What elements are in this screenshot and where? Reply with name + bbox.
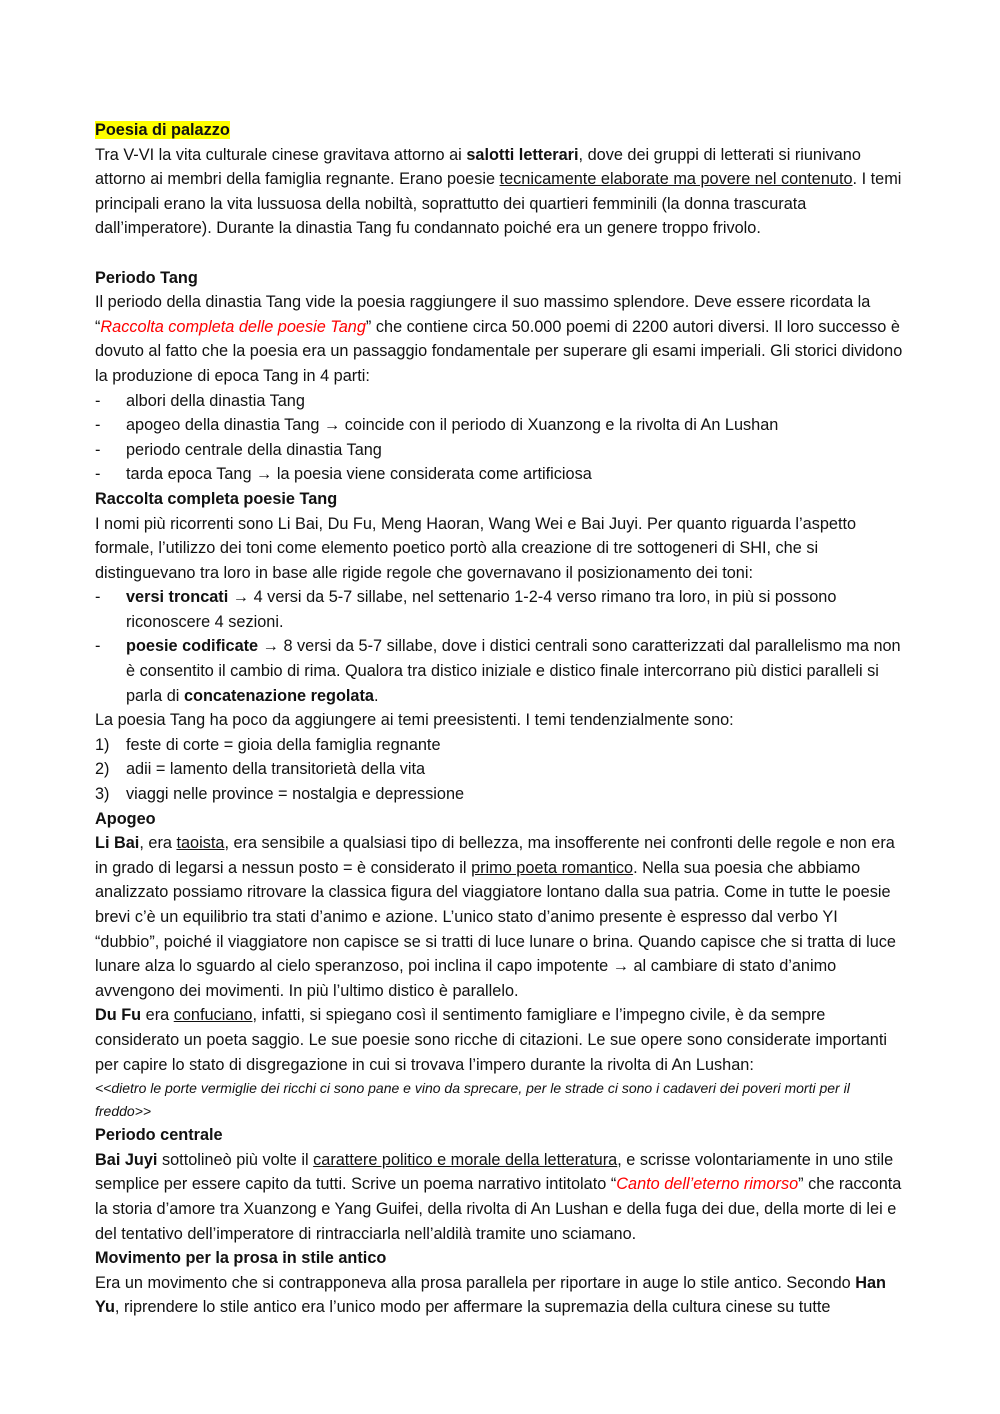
list-item-text: periodo centrale della dinastia Tang [126,440,382,459]
list-item [95,413,905,438]
heading-periodo-tang: Periodo Tang [95,268,198,287]
numbered-item [95,782,905,807]
text: , infatti, si spiegano così il sentimento famigliare e l’impegno civile, è da sempre considerato un poeta saggio. Le sue poesie sono ricche di citazioni. Le sue opere sono considerate importanti per capire lo stato di disgregazione in cui si trovava l’impero durante la rivolta di An Lushan: [95,1006,887,1074]
text: ” che contiene circa 50.000 poemi di 2200 autori diversi. Il loro successo è dovuto al fatto che la poesia era un passaggio fondamentale per superare gli esami imperiali. Gli storici dividono la produzione di epoca Tang in 4 parti: [95,317,903,385]
numbered-item [95,757,905,782]
numbered-item-text: viaggi nelle province = nostalgia e depressione [126,785,465,804]
heading-periodo-centrale: Periodo centrale [95,1126,223,1145]
paragraph-du-fu [95,1003,905,1077]
underlined-text: carattere politico e morale della letteratura [313,1150,618,1169]
highlighted-heading: Poesia di palazzo [95,121,230,139]
list-item-text: tarda epoca Tang → la poesia viene considerata come artificiosa [126,465,592,484]
underlined-text: primo poeta romantico [471,858,634,877]
text: , era sensibile a qualsiasi tipo di bellezza, ma insofferente nei confronti delle regole e non era in grado di legarsi a nessun posto = è considerato il [95,834,895,877]
paragraph-li-bai [95,831,905,1003]
text: . [373,686,379,705]
dash-marker: - [95,588,101,607]
list-item-text [126,585,905,634]
number-marker: 1) [95,735,110,754]
text: era [141,1006,174,1025]
blank-line [95,241,905,266]
heading-prosa-stile-antico: Movimento per la prosa in stile antico [95,1249,387,1268]
number-marker: 3) [95,785,110,804]
list-item [95,389,905,414]
numbered-item-text: feste di corte = gioia della famiglia regnante [126,735,441,754]
author-name: Li Bai [95,834,140,853]
underlined-text: taoista [176,834,225,853]
list-item-text [126,634,905,708]
quote-du-fu: <<dietro le porte vermiglie dei ricchi ci sono pane e vino da sprecare, per le strade ci sono i cadaveri dei poveri morti per il freddo>> [95,1080,850,1120]
author-name: Bai Juyi [95,1150,158,1169]
underlined-text: tecnicamente elaborate ma povere nel contenuto [499,170,853,189]
list-item [95,438,905,463]
text: Era un movimento che si contrapponeva alla prosa parallela per riportare in auge lo stile antico. Secondo [95,1273,856,1292]
heading-raccolta: Raccolta completa poesie Tang [95,489,338,508]
red-title: Raccolta completa delle poesie Tang [100,317,366,336]
paragraph-prosa [95,1271,905,1320]
paragraph-palazzo [95,143,905,241]
author-name: Han Yu [95,1273,886,1317]
text: , dove dei gruppi di letterati si riunivano attorno ai membri della famiglia regnante. Erano poesie [95,145,861,189]
text: Tra V-VI la vita culturale cinese gravitava attorno ai [95,145,467,164]
number-marker: 2) [95,760,110,779]
list-item-text: albori della dinastia Tang [126,391,305,410]
bold-term: salotti letterari [466,145,579,164]
text: , era [139,834,177,853]
paragraph-tang [95,290,905,388]
text: Il periodo della dinastia Tang vide la poesia raggiungere il suo massimo splendore. Deve essere ricordata la “ [95,293,871,336]
dash-marker: - [95,391,101,410]
text: → 8 versi da 5-7 sillabe, dove i distici centrali sono caratterizzati dal parallelismo ma non è consentito il cambio di rima. Qualora tra distico iniziale e distico finale intercorrano più distici paralleli si parla di [126,637,901,705]
dash-marker: - [95,465,101,484]
underlined-text: confuciano [173,1006,253,1025]
numbered-item [95,733,905,758]
text: → 4 versi da 5-7 sillabe, nel settenario 1-2-4 verso rimano tra loro, in più si possono riconoscere 4 sezioni. [126,588,837,631]
list-item [95,585,905,634]
text: sottolineò più volte il [157,1150,314,1169]
dash-marker: - [95,416,101,435]
list-item [95,634,905,708]
paragraph-bai-juyi [95,1148,905,1246]
heading-apogeo: Apogeo [95,809,156,828]
bold-term: poesie codificate [126,637,259,656]
text: , e scrisse volontariamente in uno stile semplice per essere capito da tutti. Scrive un poema narrativo intitolato “ [95,1150,894,1194]
list-item-text: apogeo della dinastia Tang → coincide con il periodo di Xuanzong e la rivolta di An Lushan [126,416,779,435]
dash-marker: - [95,440,101,459]
bold-term: versi troncati [126,588,229,607]
red-title: Canto dell’eterno rimorso [616,1175,799,1194]
paragraph-temi: La poesia Tang ha poco da aggiungere ai temi preesistenti. I temi tendenzialmente sono: [95,711,734,730]
text: ” che racconta la storia d’amore tra Xuanzong e Yang Guifei, della rivolta di An Lushan e della fuga dei due, della morte di lei e del tentativo dell’imperatore di rintracciarla nell’aldilà tramite uno sciamano. [95,1175,902,1243]
text: . Nella sua poesia che abbiamo analizzato possiamo ritrovare la classica figura del viaggiatore lontano dalla sua patria. Come in tutte le poesie brevi c’è un equilibrio tra stati d’animo e azione. L’unico stato d’animo presente è espresso dal verbo YI “dubbio”, poiché il viaggiatore non capisce se si tratti di luce lunare o brina. Quando capisce che si tratta di luce lunare alza lo sguardo al cielo speranzoso, poi inclina il capo impotente → al cambiare di stato d’animo avvengono dei movimenti. In più l’ultimo distico è parallelo. [95,858,896,1000]
author-name: Du Fu [95,1006,142,1025]
paragraph-raccolta: I nomi più ricorrenti sono Li Bai, Du Fu, Meng Haoran, Wang Wei e Bai Juyi. Per quanto riguarda l’aspetto formale, l’utilizzo dei toni come elemento poetico portò alla creazione di tre sottogeneri di SHI, che si distinguevano tra loro in base alle rigide regole che governavano il posizionamento dei toni: [95,514,857,582]
numbered-item-text: adii = lamento della transitorietà della vita [126,760,426,779]
dash-marker: - [95,637,101,656]
text: , riprendere lo stile antico era l’unico modo per affermare la supremazia della cultura cinese su tutte [114,1298,831,1317]
heading-poesia-di-palazzo [95,118,905,143]
list-item [95,462,905,487]
bold-term: concatenazione regolata [183,686,374,705]
text: . I temi principali erano la vita lussuosa della nobiltà, soprattutto dei quartieri femminili (la donna trascurata dall’imperatore). Durante la dinastia Tang fu condannato poiché era un genere troppo frivolo. [95,170,902,238]
